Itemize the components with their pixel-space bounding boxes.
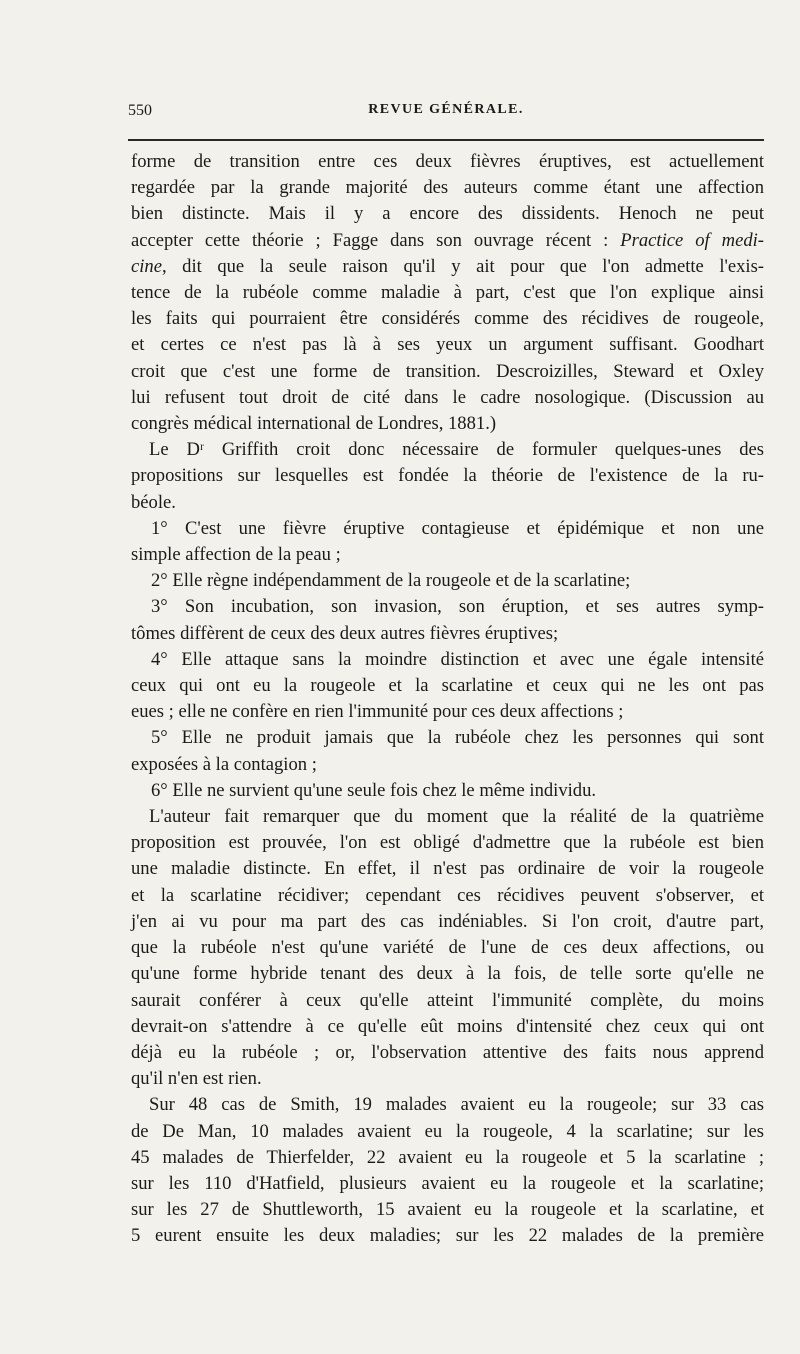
text-line: et la scarlatine récidiver; cependant ces récidives peuvent s'observer, et xyxy=(131,884,764,906)
text-line: devrait-on s'attendre à ce qu'elle eût moins d'intensité chez ceux qui ont xyxy=(131,1015,764,1037)
text-line: sur les 27 de Shuttleworth, 15 avaient eu la rougeole et la scarlatine, et xyxy=(131,1199,764,1221)
text-line: forme de transition entre ces deux fièvres éruptives, est actuellement xyxy=(131,151,764,172)
text-line: lui refusent tout droit de cité dans le cadre nosologique. (Discussion au xyxy=(131,386,764,408)
text-line: les faits qui pourraient être considérés comme des récidives de rougeole, xyxy=(131,308,764,330)
text-line: saurait conférer à ceux qu'elle atteint l'immunité complète, du moins xyxy=(131,989,764,1011)
text-line: béole. xyxy=(131,491,176,513)
running-head: REVUE GÉNÉRALE. xyxy=(368,102,524,117)
text-line: Le Dʳ Griffith croit donc nécessaire de formuler quelques-unes des xyxy=(149,439,764,461)
text-line: tence de la rubéole comme maladie à part, c'est que l'on explique ainsi xyxy=(131,282,764,304)
text-line: et certes ce n'est pas là à ses yeux un argument suffisant. Goodhart xyxy=(131,334,764,356)
text-run: accepter cette théorie ; Fagge dans son ouvrage récent : xyxy=(131,229,621,251)
page-number: 550 xyxy=(128,102,152,119)
text-line: sur les 110 d'Hatfield, plusieurs avaient eu la rougeole et la scarlatine; xyxy=(131,1172,764,1194)
proposition-4: 4° Elle attaque sans la moindre distinction et avec une égale intensité xyxy=(151,648,764,670)
text-run: , dit que la seule raison qu'il y ait pour que l'on admette l'exis- xyxy=(161,255,764,277)
text-line: congrès médical international de Londres, 1881.) xyxy=(131,413,497,435)
text-line: tômes diffèrent de ceux des deux autres fièvres éruptives; xyxy=(131,622,559,644)
text-line: croit que c'est une forme de transition. Descroizilles, Steward et Oxley xyxy=(131,360,764,382)
text-line: qu'il n'en est rien. xyxy=(131,1068,262,1090)
text-line: qu'une forme hybride tenant des deux à la fois, de telle sorte qu'elle ne xyxy=(131,963,764,985)
proposition-2: 2° Elle règne indépendamment de la rougeole et de la scarlatine; xyxy=(151,570,631,592)
text-line: simple affection de la peau ; xyxy=(131,544,341,566)
body-text xyxy=(131,149,764,1250)
text-line: exposées à la contagion ; xyxy=(131,753,317,775)
text-line: que la rubéole n'est qu'une variété de l'une de ces deux affections, ou xyxy=(131,937,764,959)
page-header xyxy=(128,102,764,124)
text-line: de De Man, 10 malades avaient eu la rougeole, 4 la scarlatine; sur les xyxy=(131,1120,764,1142)
text-line: proposition est prouvée, l'on est obligé d'admettre que la rubéole est bien xyxy=(131,832,764,854)
proposition-1: 1° C'est une fièvre éruptive contagieuse et épidémique et non une xyxy=(151,517,764,539)
book-title-italic: cine xyxy=(131,255,162,277)
text-line: déjà eu la rubéole ; or, l'observation attentive des faits nous apprend xyxy=(131,1041,764,1063)
proposition-3: 3° Son incubation, son invasion, son éruption, et ses autres symp- xyxy=(151,596,764,618)
text-line: 45 malades de Thierfelder, 22 avaient eu la rougeole et 5 la scarlatine ; xyxy=(131,1146,764,1168)
text-line: propositions sur lesquelles est fondée la théorie de l'existence de la ru- xyxy=(131,465,764,487)
proposition-5: 5° Elle ne produit jamais que la rubéole chez les personnes qui sont xyxy=(151,727,764,749)
text-line: ceux qui ont eu la rougeole et la scarlatine et ceux qui ne les ont pas xyxy=(131,675,764,697)
text-line xyxy=(131,228,764,254)
text-line: Sur 48 cas de Smith, 19 malades avaient eu la rougeole; sur 33 cas xyxy=(149,1094,764,1116)
text-line: j'en ai vu pour ma part des cas indéniables. Si l'on croit, d'autre part, xyxy=(131,910,764,932)
text-line: eues ; elle ne confère en rien l'immunité pour ces deux affections ; xyxy=(131,701,624,723)
proposition-6: 6° Elle ne survient qu'une seule fois chez le même individu. xyxy=(151,779,597,801)
text-line: bien distincte. Mais il y a encore des dissidents. Henoch ne peut xyxy=(131,203,764,225)
text-line: regardée par la grande majorité des auteurs comme étant une affection xyxy=(131,177,764,199)
text-line: 5 eurent ensuite les deux maladies; sur les 22 malades de la première xyxy=(131,1225,764,1247)
text-line: une maladie distincte. En effet, il n'est pas ordinaire de voir la rougeole xyxy=(131,858,764,880)
header-rule xyxy=(128,139,764,141)
text-line: L'auteur fait remarquer que du moment que la réalité de la quatrième xyxy=(149,806,764,828)
book-title-italic: Practice of medi- xyxy=(620,229,764,251)
text-line xyxy=(131,254,764,280)
